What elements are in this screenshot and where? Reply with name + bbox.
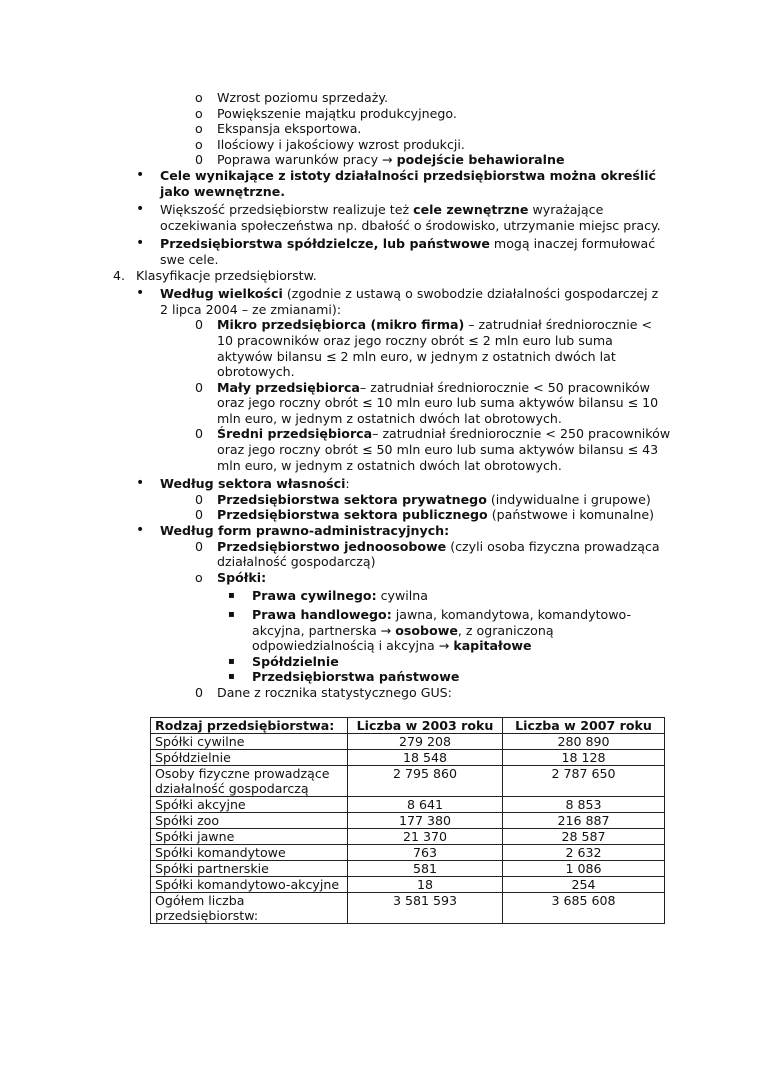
- table-row: Spółdzielnie 18 548 18 128: [151, 750, 665, 766]
- table-row: Spółki partnerskie 581 1 086: [151, 861, 665, 877]
- table-row: Spółki zoo 177 380 216 887: [151, 813, 665, 829]
- bullet-item: • Przedsiębiorstwa spółdzielcze, lub państwowe mogą inaczej formułować swe cele.: [136, 235, 656, 267]
- circle-bullet-icon: o: [195, 569, 203, 585]
- list-item: 0 Poprawa warunków pracy → podejście behawioralne: [195, 152, 565, 168]
- bullet-icon: •: [136, 235, 145, 252]
- list-item: ▪ Prawa cywilnego: cywilna: [228, 588, 428, 604]
- square-bullet-icon: ▪: [228, 609, 235, 620]
- circle-bullet-icon: 0: [195, 317, 204, 333]
- table-header-row: [151, 718, 665, 734]
- list-item: o Wzrost poziomu sprzedaży.: [195, 90, 389, 105]
- bullet-icon: •: [136, 285, 145, 302]
- list-item: 0 Średni przedsiębiorca– zatrudniał średniorocznie < 250 pracowników oraz jego roczny obrót ≤ 50 mln euro lub suma aktywów bilansu ≤ 43 mln euro, w jednym z ostatnich dwóch lat obrotowych.: [195, 426, 671, 473]
- list-item: 0 Przedsiębiorstwa sektora prywatnego (indywidualne i grupowe): [195, 491, 651, 507]
- circle-bullet-icon: 0: [195, 684, 204, 700]
- table-row: Spółki akcyjne 8 641 8 853: [151, 797, 665, 813]
- section-number: 4.: [113, 267, 126, 283]
- list-item: 0 Dane z rocznika statystycznego GUS:: [195, 684, 452, 700]
- table-row: Spółki komandytowo-akcyjne 18 254: [151, 877, 665, 893]
- circle-bullet-icon: 0: [195, 426, 204, 442]
- section-heading: 4. Klasyfikacje przedsiębiorstw.: [113, 267, 317, 283]
- bullet-item: • Według wielkości (zgodnie z ustawą o swobodzie działalności gospodarczej z 2 lipca 2004 – ze zmianami):: [136, 285, 659, 317]
- bullet-item: • Według sektora własności:: [136, 475, 350, 492]
- bullet-icon: •: [136, 166, 145, 183]
- circle-bullet-icon: 0: [195, 538, 204, 554]
- circle-bullet-icon: 0: [195, 507, 204, 523]
- square-bullet-icon: ▪: [228, 590, 235, 602]
- table-row: Spółki jawne 21 370 28 587: [151, 829, 665, 845]
- bullet-icon: •: [136, 201, 145, 218]
- bullet-item: • Cele wynikające z istoty działalności przedsiębiorstwa można określić jako wewnętrzne.: [136, 166, 656, 199]
- list-item: 0 Mikro przedsiębiorca (mikro firma) – zatrudniał średniorocznie < 10 pracowników oraz jego roczny obrót ≤ 2 mln euro lub suma aktywów bilansu ≤ 2 mln euro, w jednym z ostatnich dwóch lat obrotowych.: [195, 317, 653, 380]
- list-item: o Spółki:: [195, 569, 267, 585]
- gus-statistics-table: [150, 717, 665, 924]
- table-row: Ogółem liczba przedsiębiorstw: 3 581 593 3 685 608: [151, 893, 665, 924]
- circle-bullet-icon: o: [195, 105, 203, 121]
- list-item: 0 Mały przedsiębiorca– zatrudniał średniorocznie < 50 pracowników oraz jego roczny obrót ≤ 10 mln euro lub suma aktywów bilansu ≤ 10 mln euro, w jednym z ostatnich dwóch lat obrotowych.: [195, 379, 659, 426]
- document-page: [0, 90, 760, 701]
- column-header: Liczba w 2003 roku: [348, 718, 503, 734]
- bullet-icon: •: [136, 475, 145, 492]
- list-item: o Ilościowy i jakościowy wzrost produkcji.: [195, 136, 465, 152]
- bullet-item: • Według form prawno-administracyjnych:: [136, 522, 450, 539]
- list-item: 0 Przedsiębiorstwo jednoosobowe (czyli osoba fizyczna prowadząca działalność gospodarczą): [195, 538, 660, 570]
- circle-bullet-icon: o: [195, 121, 203, 137]
- table-row: Spółki cywilne 279 208 280 890: [151, 734, 665, 750]
- circle-bullet-icon: o: [195, 90, 203, 105]
- square-bullet-icon: ▪: [228, 655, 235, 667]
- list-item: ▪ Przedsiębiorstwa państwowe: [228, 669, 460, 685]
- circle-bullet-icon: 0: [195, 379, 204, 395]
- circle-bullet-icon: 0: [195, 152, 204, 168]
- circle-bullet-icon: 0: [195, 491, 204, 507]
- column-header: Rodzaj przedsiębiorstwa:: [151, 718, 348, 734]
- bullet-item: • Większość przedsiębiorstw realizuje też cele zewnętrzne wyrażające oczekiwania społeczeństwa np. dbałość o środowisko, utrzymanie miejsc pracy.: [136, 201, 661, 233]
- list-item: o Powiększenie majątku produkcyjnego.: [195, 105, 457, 121]
- square-bullet-icon: ▪: [228, 671, 235, 683]
- column-header: Liczba w 2007 roku: [503, 718, 665, 734]
- list-item: ▪ Spółdzielnie: [228, 653, 339, 669]
- table-row: Osoby fizyczne prowadzące działalność gospodarczą 2 795 860 2 787 650: [151, 766, 665, 797]
- bullet-icon: •: [136, 522, 145, 539]
- list-item: o Ekspansja eksportowa.: [195, 121, 362, 137]
- table-row: Spółki komandytowe 763 2 632: [151, 845, 665, 861]
- circle-bullet-icon: o: [195, 136, 203, 152]
- list-item: 0 Przedsiębiorstwa sektora publicznego (państwowe i komunalne): [195, 507, 654, 523]
- list-item: ▪ Prawa handlowego: jawna, komandytowa, komandytowo-akcyjna, partnerska → osobowe, z ograniczoną odpowiedzialnością i akcyjna → kapitałowe: [228, 607, 631, 654]
